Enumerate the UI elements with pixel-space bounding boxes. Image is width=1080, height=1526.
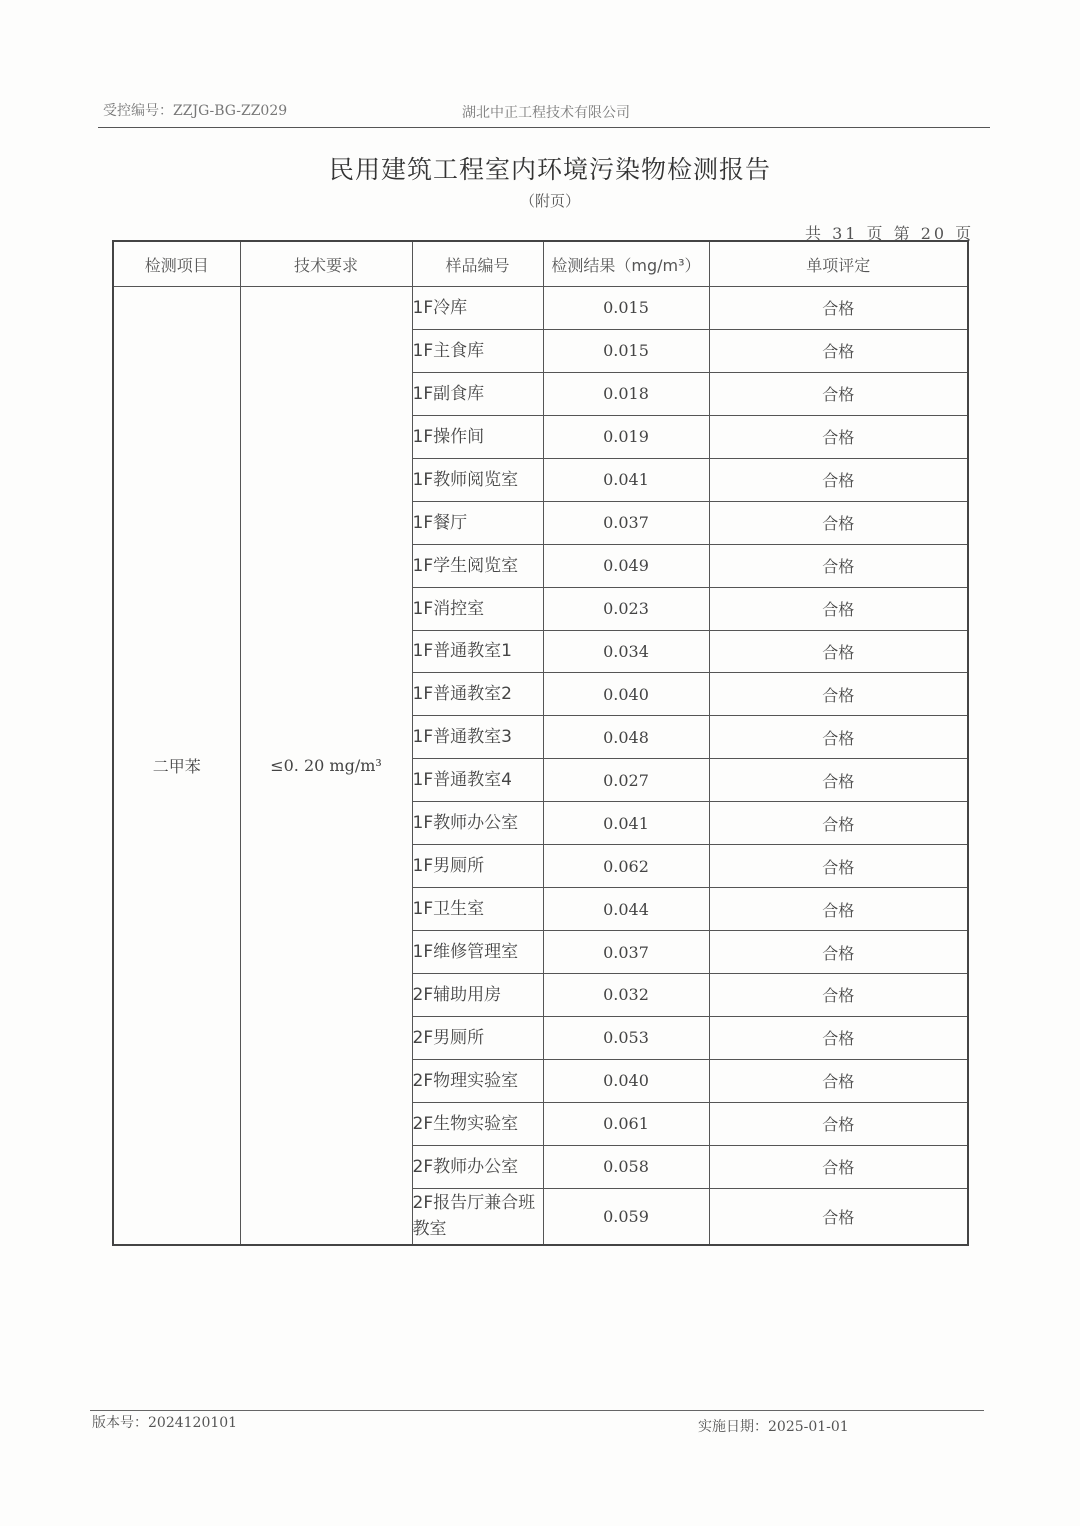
result-cell: 0.040: [543, 1059, 709, 1102]
sample-cell: 1F消控室: [412, 587, 543, 630]
table-row: [113, 287, 968, 330]
judgment-cell: 合格: [709, 415, 968, 458]
page-indicator: 共 31 页 第 20 页: [805, 224, 975, 243]
report-subtitle: （附页）: [519, 192, 580, 210]
version-number: 版本号：2024120101: [92, 1415, 238, 1431]
result-cell: 0.062: [543, 845, 709, 888]
sample-cell: 1F教师办公室: [412, 802, 543, 845]
judgment-cell: 合格: [709, 1145, 968, 1188]
result-cell: 0.015: [543, 287, 709, 330]
footer-divider: [90, 1410, 984, 1411]
sample-cell: 2F物理实验室: [412, 1059, 543, 1102]
result-cell: 0.040: [543, 673, 709, 716]
result-cell: 0.049: [543, 544, 709, 587]
sample-cell: 1F卫生室: [412, 888, 543, 931]
judgment-cell: 合格: [709, 1102, 968, 1145]
sample-cell: 2F报告厅兼合班教室: [412, 1188, 543, 1245]
col-header-sample: 样品编号: [412, 241, 543, 287]
sample-cell: 1F普通教室1: [412, 630, 543, 673]
result-cell: 0.058: [543, 1145, 709, 1188]
judgment-cell: 合格: [709, 759, 968, 802]
judgment-cell: 合格: [709, 802, 968, 845]
result-cell: 0.041: [543, 458, 709, 501]
result-cell: 0.044: [543, 888, 709, 931]
judgment-cell: 合格: [709, 372, 968, 415]
sample-cell: 1F餐厅: [412, 501, 543, 544]
judgment-cell: 合格: [709, 673, 968, 716]
result-cell: 0.027: [543, 759, 709, 802]
table-header-row: [113, 241, 968, 287]
judgment-cell: 合格: [709, 1059, 968, 1102]
sample-cell: 1F冷库: [412, 287, 543, 330]
judgment-cell: 合格: [709, 630, 968, 673]
sample-cell: 1F维修管理室: [412, 931, 543, 974]
judgment-cell: 合格: [709, 544, 968, 587]
result-cell: 0.053: [543, 1016, 709, 1059]
result-cell: 0.037: [543, 931, 709, 974]
result-cell: 0.032: [543, 974, 709, 1017]
judgment-cell: 合格: [709, 716, 968, 759]
result-cell: 0.037: [543, 501, 709, 544]
results-table: [112, 240, 969, 1246]
result-cell: 0.059: [543, 1188, 709, 1245]
sample-cell: 1F操作间: [412, 415, 543, 458]
header-divider: [98, 127, 990, 128]
col-header-judgment: 单项评定: [709, 241, 968, 287]
col-header-requirement: 技术要求: [240, 241, 412, 287]
requirement-cell: ≤0. 20 mg/m³: [240, 287, 412, 1246]
table-body: [113, 287, 968, 1246]
sample-cell: 1F普通教室3: [412, 716, 543, 759]
judgment-cell: 合格: [709, 1188, 968, 1245]
col-header-item: 检测项目: [113, 241, 240, 287]
sample-cell: 2F辅助用房: [412, 974, 543, 1017]
company-name: 湖北中正工程技术有限公司: [462, 105, 630, 121]
judgment-cell: 合格: [709, 329, 968, 372]
effective-date: 实施日期：2025-01-01: [698, 1419, 849, 1435]
sample-cell: 1F副食库: [412, 372, 543, 415]
sample-cell: 2F生物实验室: [412, 1102, 543, 1145]
judgment-cell: 合格: [709, 888, 968, 931]
sample-cell: 1F教师阅览室: [412, 458, 543, 501]
judgment-cell: 合格: [709, 287, 968, 330]
result-cell: 0.023: [543, 587, 709, 630]
sample-cell: 1F普通教室4: [412, 759, 543, 802]
judgment-cell: 合格: [709, 845, 968, 888]
result-cell: 0.061: [543, 1102, 709, 1145]
test-item-cell: 二甲苯: [113, 287, 240, 1246]
col-header-result: 检测结果（mg/m³）: [543, 241, 709, 287]
judgment-cell: 合格: [709, 587, 968, 630]
judgment-cell: 合格: [709, 974, 968, 1017]
sample-cell: 1F男厕所: [412, 845, 543, 888]
sample-cell: 1F学生阅览室: [412, 544, 543, 587]
result-cell: 0.034: [543, 630, 709, 673]
sample-cell: 2F男厕所: [412, 1016, 543, 1059]
sample-cell: 1F主食库: [412, 329, 543, 372]
judgment-cell: 合格: [709, 501, 968, 544]
result-cell: 0.048: [543, 716, 709, 759]
result-cell: 0.019: [543, 415, 709, 458]
judgment-cell: 合格: [709, 458, 968, 501]
sample-cell: 1F普通教室2: [412, 673, 543, 716]
result-cell: 0.015: [543, 329, 709, 372]
result-cell: 0.018: [543, 372, 709, 415]
report-title: 民用建筑工程室内环境污染物检测报告: [328, 155, 771, 184]
control-number: 受控编号：ZZJG-BG-ZZ029: [103, 103, 288, 119]
judgment-cell: 合格: [709, 1016, 968, 1059]
sample-cell: 2F教师办公室: [412, 1145, 543, 1188]
judgment-cell: 合格: [709, 931, 968, 974]
result-cell: 0.041: [543, 802, 709, 845]
